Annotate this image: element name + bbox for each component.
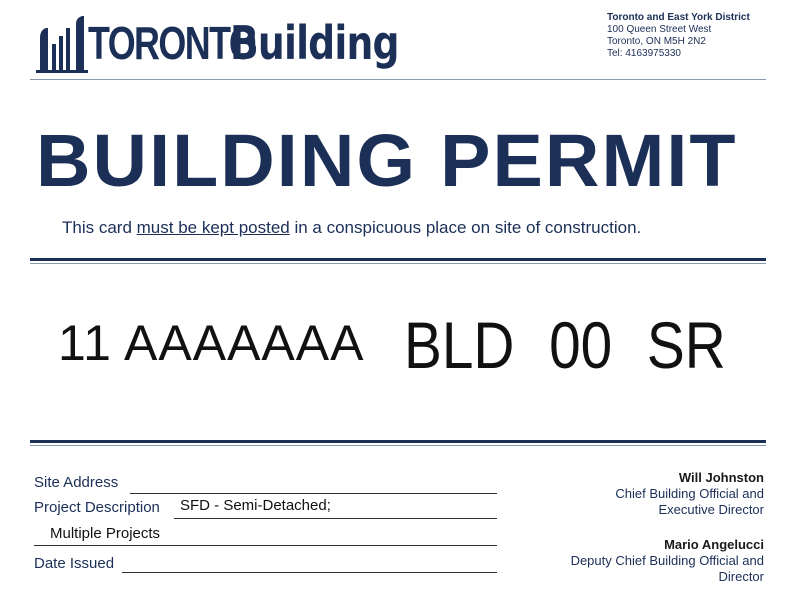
date-issued-line [122,572,497,573]
project-description-value-continued: Multiple Projects [50,525,161,542]
signatory-name: Mario Angelucci [664,537,764,552]
upper-divider-thin [30,263,766,264]
permit-number-prefix: 11 AAAAAAA [58,315,365,371]
notice-text-before: This card [62,218,137,237]
date-issued-label: Date Issued [34,555,115,572]
lower-divider-thick [30,440,766,443]
logo-building-text: Building [230,16,399,70]
logo-toronto-text: TORONTO [88,17,256,69]
signatory-title: Deputy Chief Building Official and [570,553,764,568]
signatory-title: Chief Building Official and [615,486,764,501]
project-description-line-continued [34,545,497,546]
district-office-address [607,12,750,60]
notice-text-after: in a conspicuous place on site of construction. [289,218,642,237]
posting-notice [62,218,641,238]
site-address-line [130,493,497,494]
district-name: Toronto and East York District [607,12,750,23]
signatory-name: Will Johnston [678,470,764,485]
site-address-label: Site Address [34,474,119,491]
signatory-title-continued: Director [718,569,764,584]
toronto-building-logo [36,14,416,84]
lower-divider-thin [30,445,766,446]
logo-wordmark [88,16,399,70]
permit-number-suffix: BLD 00 SR [404,308,726,382]
signatory-chief-building-official [615,470,764,518]
header-divider [30,79,766,80]
project-description-line [174,518,497,519]
page-title: BUILDING PERMIT [36,119,738,202]
project-description-value: SFD - Semi-Detached; [180,497,331,514]
notice-text-underlined: must be kept posted [136,218,290,237]
upper-divider-thick [30,258,766,261]
office-street: 100 Queen Street West [607,24,712,35]
project-description-label: Project Description [34,499,160,516]
office-phone: Tel: 4163975330 [607,48,681,59]
office-city: Toronto, ON M5H 2N2 [607,36,706,47]
city-hall-logo-icon [36,14,88,74]
signatory-deputy-chief-building-official [571,537,764,585]
signatory-title-continued: Executive Director [658,502,764,517]
